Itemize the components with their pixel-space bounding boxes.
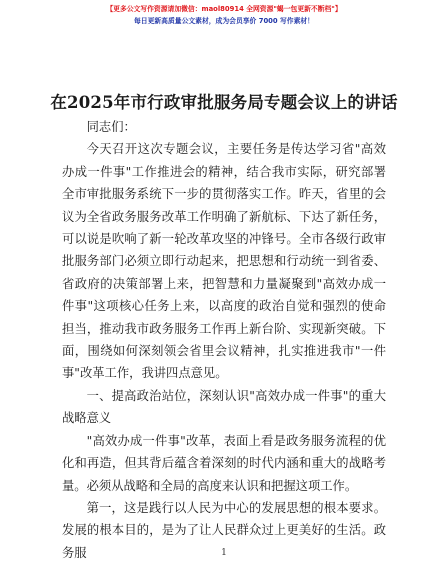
paragraph-section-1: "高效办成一件事"改革，表面上看是政务服务流程的优化和再造，但其背后蕴含着深刻的时代内涵和重大的战略考量。必须从战略和全局的高度来认识和把握这项工作。 xyxy=(62,433,386,493)
promo-banner xyxy=(0,4,448,27)
salutation: 同志们： xyxy=(86,120,136,134)
promo-line-1: 【更多公文写作资源请加微信：maol80914 全网资源"蝎一包更新不断档"】 xyxy=(106,5,342,13)
section-heading-1: 一、提高政治站位，深刻认识"高效办成一件事"的重大战略意义 xyxy=(62,388,386,426)
promo-line-2: 每日更新高质量公文素材，成为会员享价 7000 写作素材！ xyxy=(134,17,314,25)
paragraph-intro: 今天召开这次专题会议，主要任务是传达学习省"高效办成一件事"工作推进会的精神，结合我市实际，研究部署全市审批服务系统下一步的贯彻落实工作。昨天，省里的会议为全省政务服务改革工作明确了新航标、下达了新任务，可以说是吹响了新一轮改革攻坚的冲锋号。全市各级行政审批服务部门必须立即行动起来，把思想和行动统一到省委、省政府的决策部署上来，把智慧和力量凝聚到"高效办成一件事"这项核心任务上来，以高度的政治自觉和强烈的使命担当，推动我市政务服务工作再上新台阶、实现新突破。下面，围绕如何深刻领会省里会议精神，扎实推进我市"一件事"改革工作，我讲四点意见。 xyxy=(62,142,386,381)
document-title: 在2025年市行政审批服务局专题会议上的讲话 xyxy=(50,93,398,112)
paragraph-point-1: 第一，这是践行以人民为中心的发展思想的根本要求。发展的根本目的，是为了让人民群众过上更美好的生活。政务服 xyxy=(62,500,386,560)
document-body xyxy=(62,116,386,564)
page-number: 1 xyxy=(221,548,227,558)
